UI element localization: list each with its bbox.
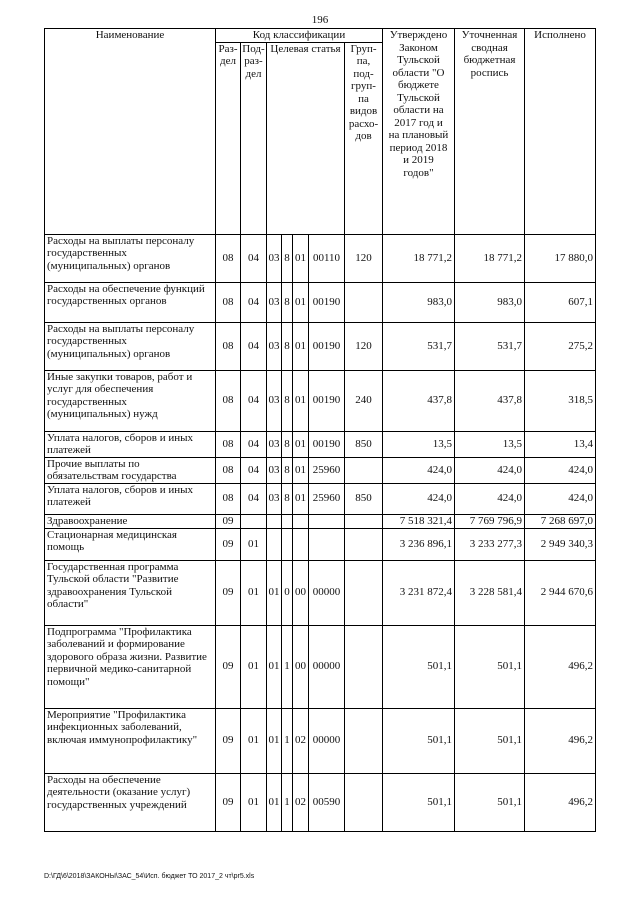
row-target-subprogram: 8 <box>282 431 293 457</box>
row-name: Прочие выплаты по обязательствам государства <box>45 457 216 483</box>
row-subsection: 04 <box>241 431 267 457</box>
row-target-direction: 00000 <box>309 560 345 625</box>
row-target-event: 01 <box>293 431 309 457</box>
row-executed: 2 949 340,3 <box>525 528 596 560</box>
row-target-subprogram: 8 <box>282 370 293 431</box>
row-target-event: 01 <box>293 370 309 431</box>
row-target-program <box>267 528 282 560</box>
row-approved: 501,1 <box>383 773 455 831</box>
row-target-program: 01 <box>267 560 282 625</box>
table-row <box>45 282 596 322</box>
row-target-event: 01 <box>293 322 309 370</box>
row-subsection: 01 <box>241 708 267 773</box>
row-target-direction: 00590 <box>309 773 345 831</box>
row-target-direction: 00190 <box>309 282 345 322</box>
header-refined: Уточненная сводная бюджетная роспись <box>455 29 525 235</box>
row-refined: 437,8 <box>455 370 525 431</box>
row-executed: 496,2 <box>525 625 596 708</box>
row-executed: 7 268 697,0 <box>525 514 596 528</box>
row-refined: 501,1 <box>455 625 525 708</box>
row-subsection: 01 <box>241 773 267 831</box>
row-executed: 496,2 <box>525 773 596 831</box>
row-expense-group <box>345 457 383 483</box>
row-executed: 2 944 670,6 <box>525 560 596 625</box>
row-target-program: 01 <box>267 625 282 708</box>
row-refined: 424,0 <box>455 457 525 483</box>
row-name: Здравоохранение <box>45 514 216 528</box>
row-subsection: 04 <box>241 370 267 431</box>
row-approved: 18 771,2 <box>383 234 455 282</box>
row-subsection: 04 <box>241 282 267 322</box>
row-expense-group: 120 <box>345 322 383 370</box>
row-target-event: 00 <box>293 560 309 625</box>
table-row <box>45 370 596 431</box>
row-target-direction: 25960 <box>309 483 345 514</box>
row-section: 09 <box>216 560 241 625</box>
row-refined: 531,7 <box>455 322 525 370</box>
row-subsection: 04 <box>241 322 267 370</box>
row-target-subprogram: 8 <box>282 282 293 322</box>
row-expense-group <box>345 528 383 560</box>
row-refined: 13,5 <box>455 431 525 457</box>
row-refined: 501,1 <box>455 708 525 773</box>
row-expense-group <box>345 560 383 625</box>
row-target-program: 03 <box>267 483 282 514</box>
row-refined: 983,0 <box>455 282 525 322</box>
row-approved: 437,8 <box>383 370 455 431</box>
header-subsection: Под- раз- дел <box>241 42 267 234</box>
row-name: Стационарная медицинская помощь <box>45 528 216 560</box>
table-row <box>45 560 596 625</box>
row-target-direction: 00000 <box>309 708 345 773</box>
page-number: 196 <box>311 14 329 26</box>
table-row <box>45 514 596 528</box>
table-row <box>45 528 596 560</box>
row-target-direction: 00190 <box>309 370 345 431</box>
row-executed: 318,5 <box>525 370 596 431</box>
row-name: Расходы на обеспечение функций государственных органов <box>45 282 216 322</box>
row-subsection: 01 <box>241 528 267 560</box>
row-expense-group: 240 <box>345 370 383 431</box>
table-row <box>45 625 596 708</box>
table-row <box>45 431 596 457</box>
row-expense-group <box>345 625 383 708</box>
row-name: Государственная программа Тульской области "Развитие здравоохранения Тульской области" <box>45 560 216 625</box>
row-section: 09 <box>216 528 241 560</box>
row-refined: 7 769 796,9 <box>455 514 525 528</box>
row-target-program: 03 <box>267 234 282 282</box>
row-expense-group: 850 <box>345 483 383 514</box>
row-target-program: 03 <box>267 431 282 457</box>
row-approved: 424,0 <box>383 483 455 514</box>
header-name: Наименование <box>45 29 216 235</box>
row-expense-group <box>345 514 383 528</box>
row-refined: 3 228 581,4 <box>455 560 525 625</box>
row-subsection: 04 <box>241 457 267 483</box>
header-section: Раз- дел <box>216 42 241 234</box>
row-target-event: 01 <box>293 234 309 282</box>
row-target-direction: 25960 <box>309 457 345 483</box>
row-target-subprogram: 8 <box>282 322 293 370</box>
row-expense-group <box>345 708 383 773</box>
table-row <box>45 322 596 370</box>
row-name: Расходы на обеспечение деятельности (оказание услуг) государственных учреждений <box>45 773 216 831</box>
row-subsection <box>241 514 267 528</box>
row-target-subprogram: 1 <box>282 708 293 773</box>
row-executed: 607,1 <box>525 282 596 322</box>
row-section: 08 <box>216 370 241 431</box>
row-section: 08 <box>216 234 241 282</box>
row-expense-group <box>345 773 383 831</box>
row-approved: 983,0 <box>383 282 455 322</box>
header-expense-group: Груп- па, под- груп- па видов расхо- дов <box>345 42 383 234</box>
row-executed: 424,0 <box>525 457 596 483</box>
row-target-subprogram: 8 <box>282 483 293 514</box>
row-name: Иные закупки товаров, работ и услуг для обеспечения государственных (муниципальных) нужд <box>45 370 216 431</box>
row-approved: 501,1 <box>383 625 455 708</box>
row-target-program: 01 <box>267 773 282 831</box>
row-target-program: 03 <box>267 370 282 431</box>
table-row <box>45 234 596 282</box>
budget-table <box>44 28 596 832</box>
row-target-event: 02 <box>293 708 309 773</box>
table-row <box>45 773 596 831</box>
row-target-direction <box>309 514 345 528</box>
row-section: 09 <box>216 773 241 831</box>
table-row <box>45 483 596 514</box>
row-section: 08 <box>216 322 241 370</box>
header-classification-code: Код классификации <box>216 29 383 43</box>
row-target-direction: 00190 <box>309 431 345 457</box>
row-target-event <box>293 528 309 560</box>
row-approved: 501,1 <box>383 708 455 773</box>
row-section: 09 <box>216 514 241 528</box>
row-target-event: 01 <box>293 282 309 322</box>
row-expense-group: 120 <box>345 234 383 282</box>
row-section: 08 <box>216 457 241 483</box>
row-executed: 275,2 <box>525 322 596 370</box>
row-refined: 3 233 277,3 <box>455 528 525 560</box>
row-target-subprogram: 8 <box>282 457 293 483</box>
row-executed: 424,0 <box>525 483 596 514</box>
header-target-article: Целевая статья <box>267 42 345 234</box>
row-target-program <box>267 514 282 528</box>
row-executed: 13,4 <box>525 431 596 457</box>
row-target-direction: 00000 <box>309 625 345 708</box>
row-target-program: 03 <box>267 282 282 322</box>
row-approved: 7 518 321,4 <box>383 514 455 528</box>
row-approved: 531,7 <box>383 322 455 370</box>
row-target-program: 03 <box>267 322 282 370</box>
row-section: 08 <box>216 431 241 457</box>
row-target-event: 01 <box>293 483 309 514</box>
row-section: 08 <box>216 483 241 514</box>
row-executed: 17 880,0 <box>525 234 596 282</box>
row-target-subprogram: 0 <box>282 560 293 625</box>
file-path-footer: D:\ГД\6\2018\ЗАКОНЫ\ЗАС_54\Исп. бюджет ТО 2017_2 чт\pr5.xls <box>44 873 255 880</box>
row-subsection: 01 <box>241 625 267 708</box>
row-target-direction <box>309 528 345 560</box>
row-name: Уплата налогов, сборов и иных платежей <box>45 431 216 457</box>
row-target-event: 01 <box>293 457 309 483</box>
row-approved: 424,0 <box>383 457 455 483</box>
row-target-subprogram: 8 <box>282 234 293 282</box>
row-approved: 3 236 896,1 <box>383 528 455 560</box>
row-approved: 13,5 <box>383 431 455 457</box>
row-name: Расходы на выплаты персоналу государственных (муниципальных) органов <box>45 234 216 282</box>
table-row <box>45 708 596 773</box>
header-approved: Утверждено Законом Тульской области "О бюджете Тульской области на 2017 год и на плановый период 2018 и 2019 годов" <box>383 29 455 235</box>
row-expense-group <box>345 282 383 322</box>
row-target-event: 00 <box>293 625 309 708</box>
row-subsection: 04 <box>241 234 267 282</box>
row-section: 09 <box>216 708 241 773</box>
row-target-subprogram <box>282 514 293 528</box>
table-row <box>45 457 596 483</box>
row-name: Мероприятие "Профилактика инфекционных заболеваний, включая иммунопрофилактику" <box>45 708 216 773</box>
row-subsection: 04 <box>241 483 267 514</box>
row-target-program: 01 <box>267 708 282 773</box>
row-refined: 424,0 <box>455 483 525 514</box>
row-refined: 501,1 <box>455 773 525 831</box>
header-executed: Исполнено <box>525 29 596 235</box>
row-target-program: 03 <box>267 457 282 483</box>
row-target-subprogram <box>282 528 293 560</box>
row-target-subprogram: 1 <box>282 625 293 708</box>
row-target-event: 02 <box>293 773 309 831</box>
row-target-direction: 00110 <box>309 234 345 282</box>
row-name: Подпрограмма "Профилактика заболеваний и формирование здорового образа жизни. Развитие первичной медико-санитарной помощи" <box>45 625 216 708</box>
row-section: 08 <box>216 282 241 322</box>
row-refined: 18 771,2 <box>455 234 525 282</box>
row-approved: 3 231 872,4 <box>383 560 455 625</box>
row-executed: 496,2 <box>525 708 596 773</box>
row-name: Уплата налогов, сборов и иных платежей <box>45 483 216 514</box>
row-expense-group: 850 <box>345 431 383 457</box>
row-subsection: 01 <box>241 560 267 625</box>
row-name: Расходы на выплаты персоналу государственных (муниципальных) органов <box>45 322 216 370</box>
row-target-direction: 00190 <box>309 322 345 370</box>
row-section: 09 <box>216 625 241 708</box>
row-target-event <box>293 514 309 528</box>
row-target-subprogram: 1 <box>282 773 293 831</box>
